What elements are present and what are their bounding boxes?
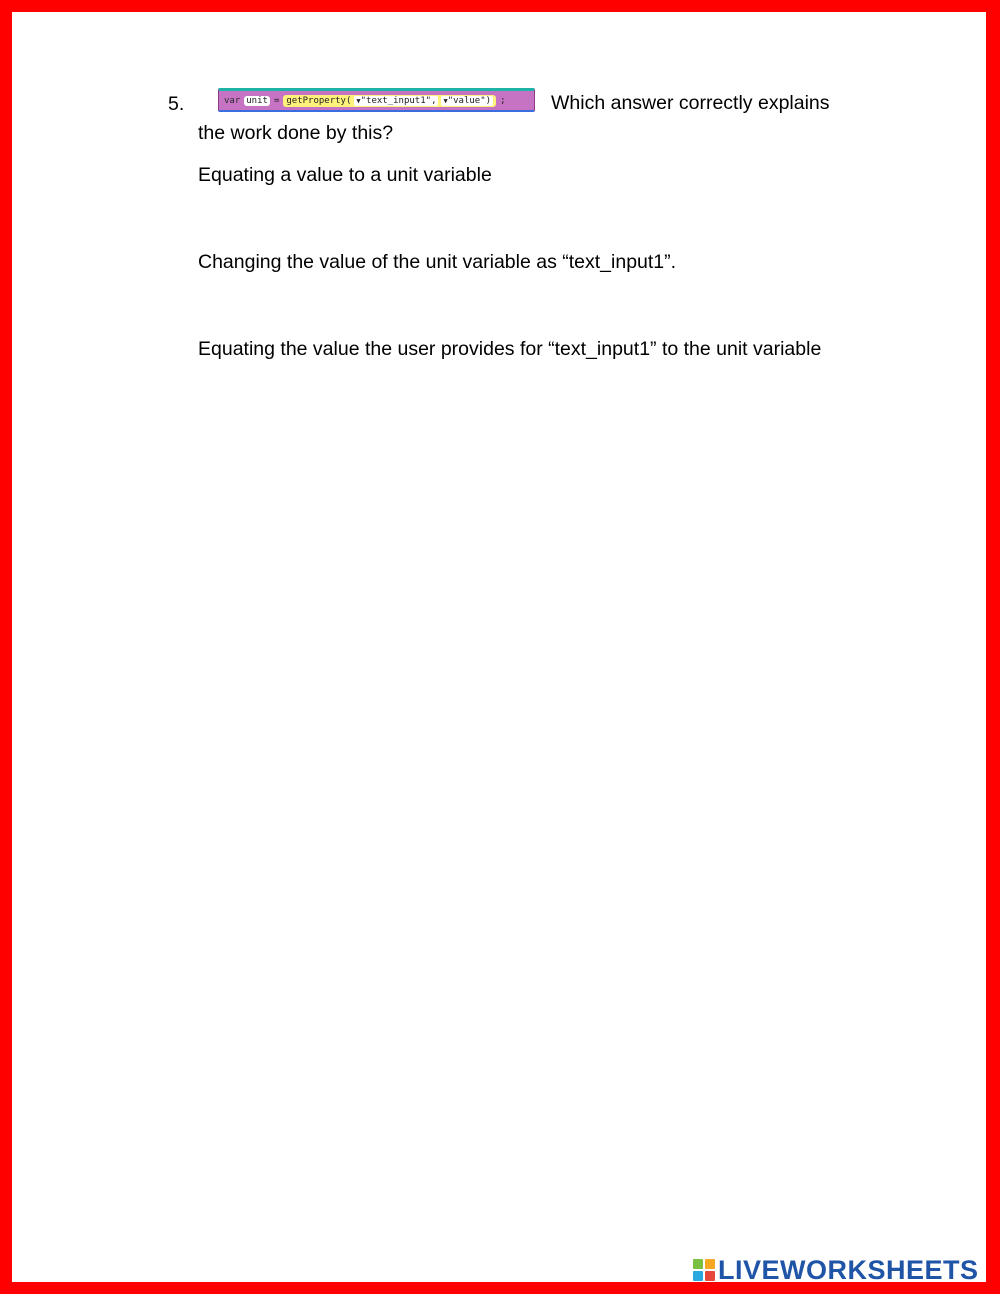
answer-option-3[interactable]: Equating the value the user provides for “text_input1” to the unit variable — [198, 338, 822, 360]
answer-option-1[interactable]: Equating a value to a unit variable — [198, 164, 492, 186]
answer-option-2[interactable]: Changing the value of the unit variable as “text_input1”. — [198, 251, 677, 273]
code-function-call — [283, 95, 496, 107]
logo-squares-icon — [693, 1259, 715, 1281]
logo-text: LIVEWORKSHEETS — [718, 1255, 979, 1285]
code-block-image — [218, 88, 535, 112]
question-text-line-2: the work done by this? — [198, 122, 394, 144]
logo-square-1 — [693, 1259, 703, 1269]
code-function-name: getProperty( — [286, 95, 352, 106]
liveworksheets-logo — [693, 1256, 979, 1284]
logo-square-2 — [705, 1259, 715, 1269]
logo-square-4 — [705, 1271, 715, 1281]
code-operator: = — [273, 95, 280, 106]
logo-square-3 — [693, 1271, 703, 1281]
question-number: 5. — [168, 93, 185, 115]
code-keyword: var — [224, 95, 241, 106]
code-arg-2: ▼"value") — [443, 95, 492, 106]
dropdown-arrow-icon: ▼ — [356, 96, 361, 105]
question-text-line-1: Which answer correctly explains — [551, 92, 830, 114]
code-arg-1: ▼"text_input1", — [356, 95, 437, 106]
code-variable: unit — [246, 95, 268, 106]
dropdown-arrow-icon: ▼ — [443, 96, 448, 105]
code-terminator: ; — [500, 95, 506, 106]
